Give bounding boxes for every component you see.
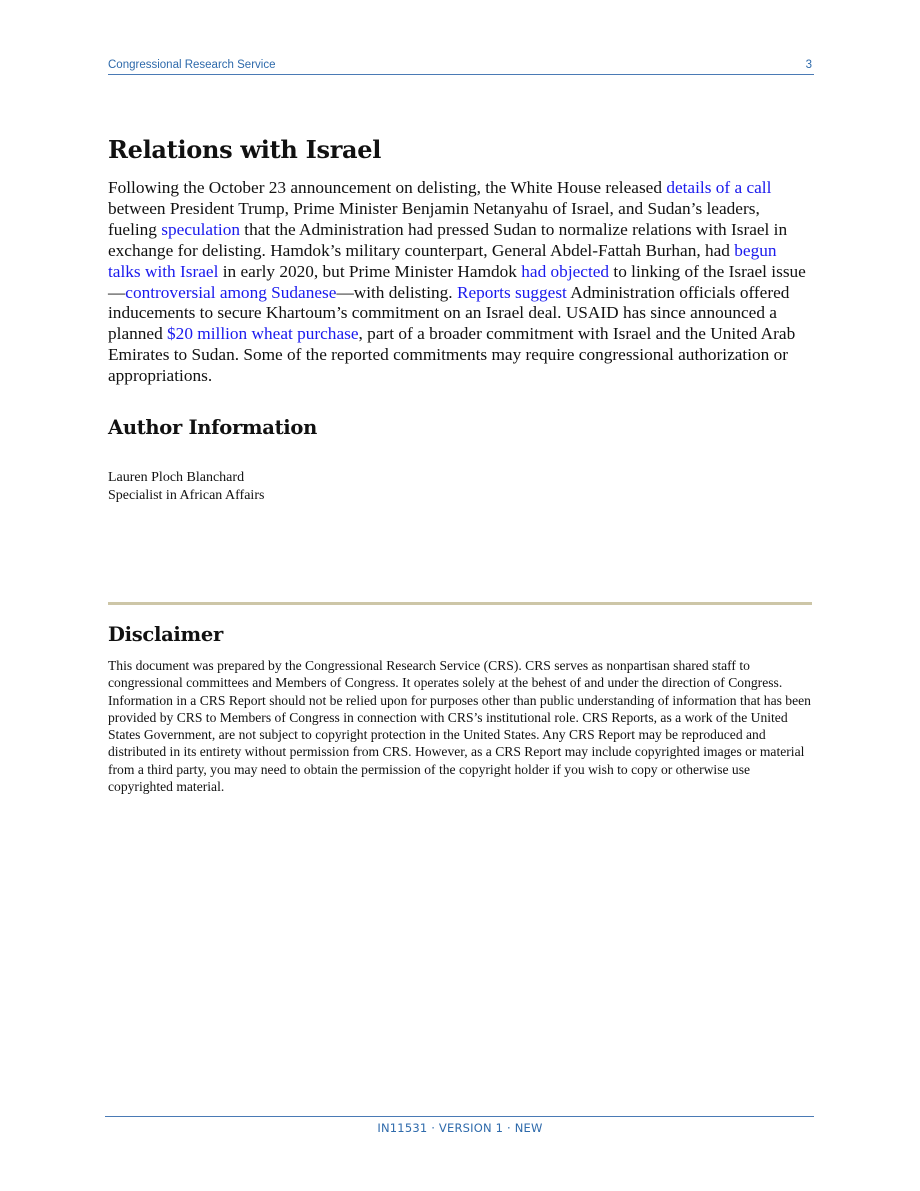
- header-agency-name: Congressional Research Service: [108, 59, 276, 71]
- link-controversial-among-sudanese[interactable]: controversial among Sudanese: [125, 282, 337, 302]
- disclaimer-text: This document was prepared by the Congressional Research Service (CRS). CRS serves as nonpartisan shared staff to congressional committees and Members of Congress. It operates solely at the behest of and under the direction of Congress. Information in a CRS Report should not be relied upon for purposes other than public understanding of information that has been provided by CRS to Members of Congress in connection with CRS’s institutional role. CRS Reports, as a work of the United States Government, are not subject to copyright protection in the United States. Any CRS Report may be reproduced and distributed in its entirety without permission from CRS. However, as a CRS Report may include copyrighted images or material from a third party, you may need to obtain the permission of the copyright holder if you wish to copy or otherwise use copyrighted material.: [108, 658, 811, 795]
- text-run: in early 2020, but Prime Minister Hamdok: [218, 261, 522, 281]
- author-name: Lauren Ploch Blanchard: [108, 470, 245, 485]
- link-had-objected[interactable]: had objected: [521, 261, 610, 281]
- section-heading-israel: Relations with Israel: [108, 135, 382, 164]
- footer-report-id: IN11531 · VERSION 1 · NEW: [377, 1121, 543, 1135]
- section-divider: [108, 602, 812, 605]
- text-run: , part of a broader commitment with Israel and the United Arab Emirates to Sudan. Some of the reported commitments may require congressional authorization or appropriations.: [108, 324, 796, 386]
- israel-paragraph: [108, 178, 808, 387]
- running-header: [108, 58, 814, 75]
- author-title: Specialist in African Affairs: [108, 487, 265, 503]
- text-run: to linking of the Israel issue—: [108, 261, 806, 302]
- text-run: Administration officials offered inducements to secure Khartoum’s commitment on an Israel deal. USAID has since announced a planned: [108, 282, 790, 344]
- text-run: between President Trump, Prime Minister Benjamin Netanyahu of Israel, and Sudan’s leaders, fueling: [108, 198, 760, 239]
- link-speculation[interactable]: speculation: [161, 219, 240, 239]
- link-begun-talks-with-israel[interactable]: begun talks with Israel: [108, 240, 777, 281]
- footer-divider: [105, 1116, 814, 1117]
- author-information-heading: Author Information: [108, 416, 317, 439]
- author-block: [108, 469, 264, 504]
- link-details-of-a-call[interactable]: details of a call: [666, 178, 772, 197]
- disclaimer-heading: Disclaimer: [108, 623, 223, 646]
- text-run: that the Administration had pressed Sudan to normalize relations with Israel in exchange for delisting. Hamdok’s military counterpart, General Abdel-Fattah Burhan, had: [108, 219, 788, 260]
- link-reports-suggest[interactable]: Reports suggest: [456, 282, 567, 302]
- text-run: Following the October 23 announcement on delisting, the White House released: [108, 178, 667, 197]
- text-run: —with delisting.: [336, 282, 457, 302]
- link-wheat-purchase[interactable]: $20 million wheat purchase: [167, 324, 359, 344]
- header-page-number: 3: [805, 59, 812, 71]
